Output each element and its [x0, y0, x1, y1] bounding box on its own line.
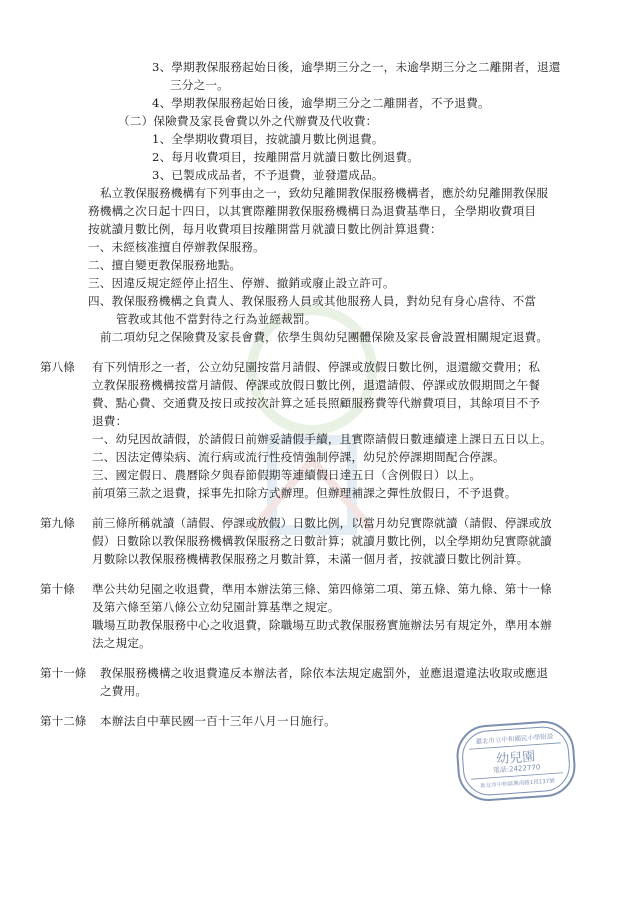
stamp-phone: 電話:2422770	[492, 763, 541, 775]
text-line: 三、國定假日、農曆除夕與春節假期等連續假日達五日（含例假日）以上。	[92, 468, 482, 482]
text-line: 管教或其他不當對待之行為並經裁罰。	[116, 312, 317, 326]
text-line: 三、因違反規定經停止招生、停辦、撤銷或廢止設立許可。	[88, 276, 395, 290]
text-line: 一、幼兒因故請假，於請假日前辦妥請假手續，且實際請假日數連續達上課日五日以上。	[92, 432, 552, 446]
text-line: 3、學期教保服務起始日後，逾學期三分之一，未逾學期三分之二離開者，退還	[152, 60, 561, 74]
article-label: 第九條	[40, 516, 75, 530]
text-line: 準公共幼兒園之收退費，準用本辦法第三條、第四條第二項、第五條、第九條、第十一條	[92, 582, 552, 596]
text-line: 3、已製成成品者，不予退費，並發還成品。	[152, 168, 384, 182]
text-line: 4、學期教保服務起始日後，逾學期三分之二離開者，不予退費。	[152, 96, 490, 110]
stamp-unit: 幼兒園	[495, 749, 536, 768]
text-line: 四、教保服務機構之負責人、教保服務人員或其他服務人員，對幼兒有身心虐待、不當	[88, 294, 537, 308]
stamp-org: 臺北市立中和國民小學附設	[475, 732, 554, 746]
article-label: 第十條	[40, 582, 75, 596]
stamp-address: 新北市中和區興南路1段137號	[480, 778, 555, 790]
text-line: 前三條所稱就讀（請假、停課或放假）日數比例，以當月幼兒實際就讀（請假、停課或放	[92, 516, 552, 530]
text-line: 及第六條至第八條公立幼兒園計算基準之規定。	[92, 600, 340, 614]
article-label: 第八條	[40, 360, 75, 374]
text-line: 有下列情形之一者，公立幼兒園按當月請假、停課或放假日數比例，退還繳交費用；私	[92, 360, 541, 374]
article-label: 第十一條	[40, 666, 87, 680]
text-line: 假）日數除以教保服務機構教保服務之日數計算；就讀月數比例，以全學期幼兒實際就讀	[92, 534, 552, 548]
text-line: 前二項幼兒之保險費及家長會費，依學生與幼兒團體保險及家長會設置相關規定退費。	[100, 330, 549, 344]
text-line: 職場互助教保服務中心之收退費，除職場互助式教保服務實施辦法另有規定外，準用本辦	[92, 618, 552, 632]
text-line: 退費：	[92, 414, 128, 428]
text-line: 三分之一。	[170, 78, 229, 92]
text-line: 教保服務機構之收退費違反本辦法者，除依本法規定處罰外，並應退還違法收取或應退	[100, 666, 549, 680]
text-line: 本辦法自中華民國一百十三年八月一日施行。	[100, 714, 336, 728]
text-line: 法之規定。	[92, 636, 151, 650]
official-stamp	[453, 718, 578, 804]
text-line: 一、未經核准擅自停辦教保服務。	[88, 240, 265, 254]
text-line: （二）保險費及家長會費以外之代辦費及代收費：	[118, 114, 378, 128]
article-label: 第十二條	[40, 714, 87, 728]
text-line: 立教保服務機構按當月請假、停課或放假日數比例，退還請假、停課或放假期間之午餐	[92, 378, 541, 392]
text-line: 月數除以教保服務機構教保服務之月數計算，未滿一個月者，按就讀日數比例計算。	[92, 552, 529, 566]
text-line: 1、全學期收費項目，按就讀月數比例退費。	[152, 132, 384, 146]
text-line: 私立教保服務機構有下列事由之一，致幼兒離開教保服務機構者，應於幼兒離開教保服	[100, 186, 549, 200]
text-line: 二、因法定傳染病、流行病或流行性疫情強制停課，幼兒於停課期間配合停課。	[92, 450, 505, 464]
text-line: 2、每月收費項目，按離開當月就讀日數比例退費。	[152, 150, 420, 164]
text-line: 按就讀月數比例，每月收費項目按離開當月就讀日數比例計算退費：	[88, 222, 442, 236]
text-line: 之費用。	[100, 684, 148, 698]
text-line: 二、擅自變更教保服務地點。	[88, 258, 242, 272]
text-line: 費、點心費、交通費及按日或按次計算之延長照顧服務費等代辦費項目，其餘項目不予	[92, 396, 541, 410]
text-line: 務機構之次日起十四日，以其實際離開教保服務機構日為退費基準日，全學期收費項目	[88, 204, 537, 218]
text-line: 前項第三款之退費，採事先扣除方式辦理。但辦理補課之彈性放假日，不予退費。	[92, 486, 517, 500]
